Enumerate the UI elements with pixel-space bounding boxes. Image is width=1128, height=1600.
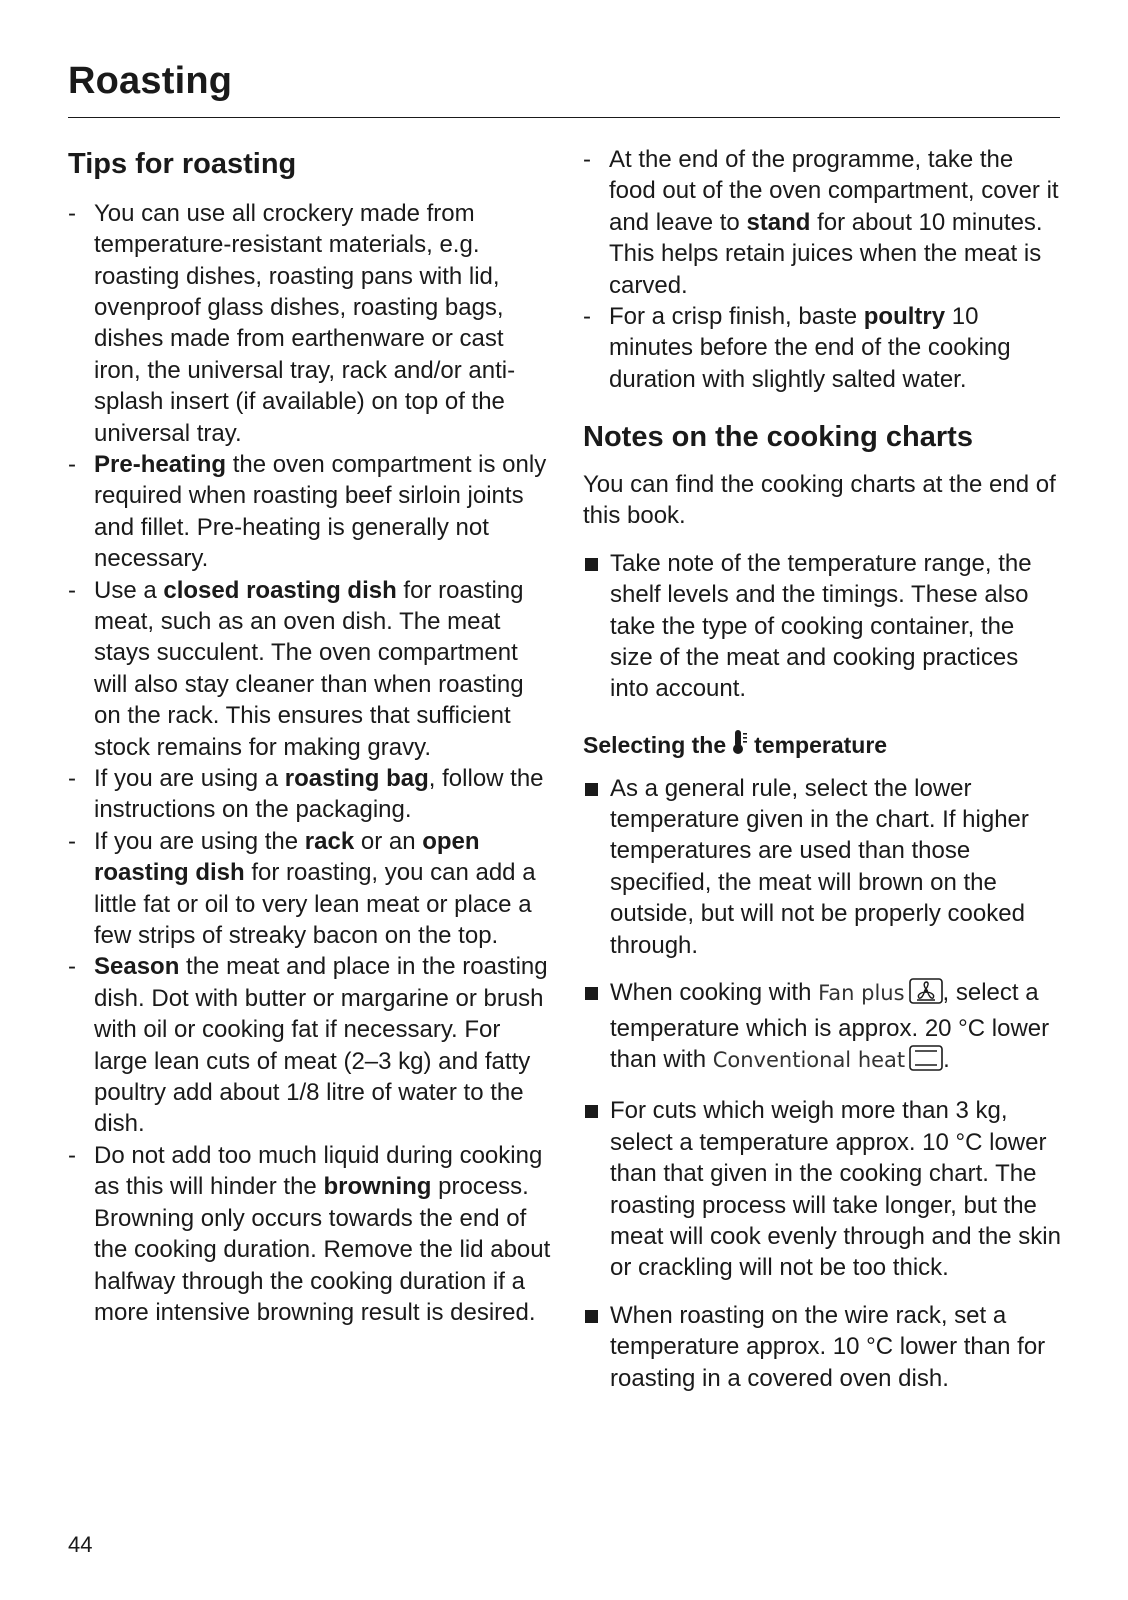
tips-list	[68, 198, 554, 1329]
conventional-heat-icon	[909, 1045, 943, 1079]
tip-item: - Use a closed roasting dish for roasting meat, such as an oven dish. The meat stays succulent. The oven compartment will also stay cleaner than when roasting on the rack. This ensures that sufficient stock remains for making gravy.	[68, 576, 524, 761]
bullet-square-icon	[585, 783, 598, 796]
tips-heading: Tips for roasting	[68, 148, 297, 180]
tip-item: - Do not add too much liquid during cooking as this will hinder the browning process. Browning only occurs towards the end of the cooking duration. Remove the lid about halfway through the cooking duration if a more intensive browning result is desired.	[68, 1141, 551, 1326]
temperature-heading: Selecting the temperature	[583, 729, 1063, 763]
tip-item: - Pre-heating the oven compartment is only required when roasting beef sirloin joints and fillet. Pre-heating is generally not necessary.	[68, 450, 547, 573]
tip-item: - You can use all crockery made from temperature-resistant materials, e.g. roasting dishes, roasting pans with lid, ovenproof glass dishes, roasting bags, dishes made from earthenware or cast iron, the universal tray, rack and/or anti-splash insert (if available) on top of the universal tray.	[68, 199, 516, 447]
notes-list	[583, 548, 1063, 705]
bullet-square-icon	[585, 987, 598, 1000]
bullet-square-icon	[585, 1105, 598, 1118]
conventional-heat-mode-label: Conventional heat	[712, 1047, 906, 1072]
thermometer-icon	[732, 729, 748, 763]
temperature-bullet: When cooking with Fan plus , select a temperature which is approx. 20 °C lower than with Conventional heat .	[583, 977, 1063, 1079]
fan-plus-mode-label: Fan plus	[818, 981, 905, 1006]
page-number: 44	[68, 1532, 93, 1557]
tip-item: - At the end of the programme, take the food out of the oven compartment, cover it and leave to stand for about 10 minutes. This helps retain juices when the meat is carved.	[583, 146, 1059, 299]
temperature-bullet: When roasting on the wire rack, set a temperature approx. 10 °C lower than for roasting in a covered oven dish.	[583, 1300, 1063, 1394]
tip-item: - If you are using a roasting bag, follow the instructions on the packaging.	[68, 765, 544, 824]
tip-item: - For a crisp finish, baste poultry 10 minutes before the end of the cooking duration with slightly salted water.	[583, 303, 1011, 393]
notes-intro: You can find the cooking charts at the end of this book.	[583, 470, 1056, 530]
temperature-bullet: As a general rule, select the lower temperature given in the chart. If higher temperatures are used than those specified, the meat will brown on the outside, but will not be properly cooked through.	[583, 773, 1063, 961]
tips-list-continued	[583, 144, 1063, 395]
title-divider	[68, 117, 1060, 118]
notes-heading: Notes on the cooking charts	[583, 421, 973, 454]
bullet-square-icon	[585, 1310, 598, 1323]
temperature-list	[583, 773, 1063, 1394]
left-column	[68, 140, 554, 1328]
tip-item: - Season the meat and place in the roasting dish. Dot with butter or margarine or brush with oil or cooking fat if necessary. For large lean cuts of meat (2–3 kg) and fatty poultry add about 1/8 litre of water to the dish.	[68, 953, 548, 1138]
notes-bullet: Take note of the temperature range, the shelf levels and the timings. These also take the type of cooking container, the size of the meat and cooking practices into account.	[583, 548, 1063, 705]
right-column	[583, 144, 1063, 1410]
bullet-square-icon	[585, 558, 598, 571]
tip-item: - If you are using the rack or an open roasting dish for roasting, you can add a little fat or oil to very lean meat or place a few strips of streaky bacon on the top.	[68, 827, 536, 950]
temperature-bullet: For cuts which weigh more than 3 kg, select a temperature approx. 10 °C lower than that given in the cooking chart. The roasting process will take longer, but the meat will cook evenly through and the skin or crackling will not be too thick.	[583, 1095, 1063, 1283]
fan-icon	[909, 978, 943, 1012]
page-title: Roasting	[68, 60, 233, 102]
